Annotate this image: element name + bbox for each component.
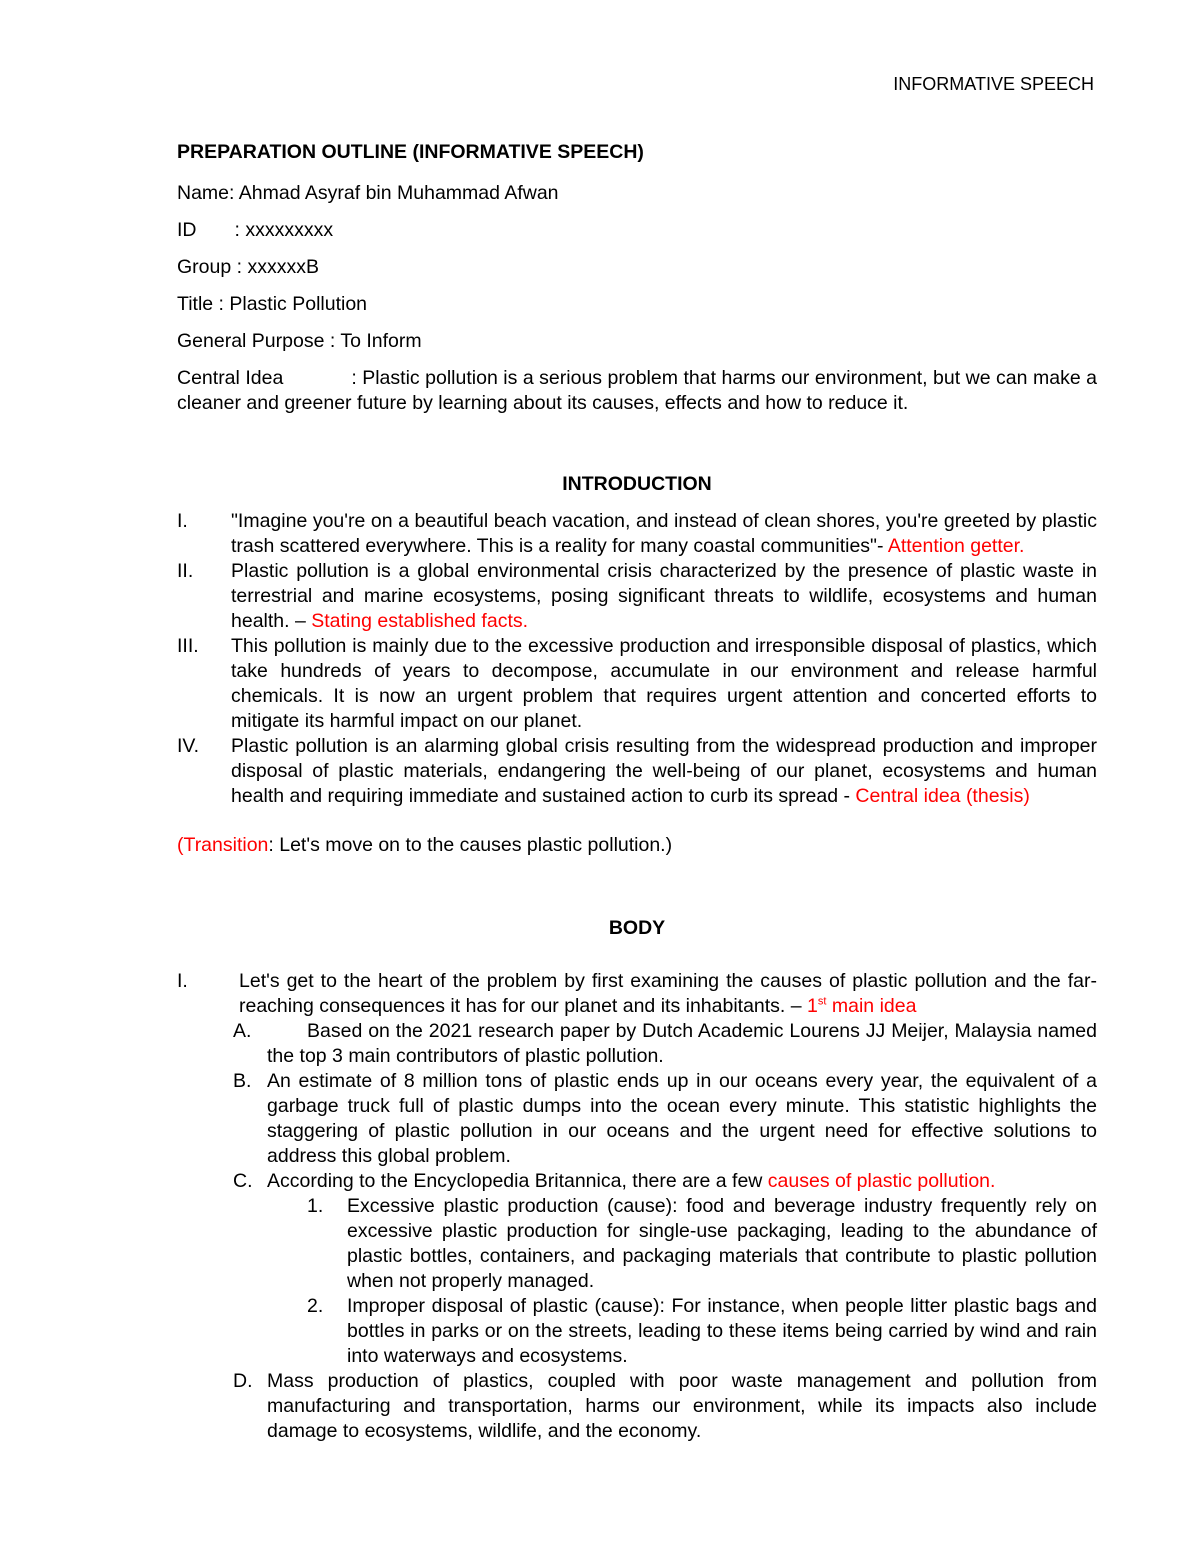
subpoint-marker: C.	[233, 1170, 253, 1192]
intro-item-marker: III.	[177, 635, 199, 657]
subpoint-marker: D.	[233, 1370, 253, 1392]
intro-item	[177, 634, 1097, 734]
subpoint-d	[233, 1369, 1097, 1444]
id-value: : xxxxxxxxx	[234, 219, 334, 241]
id-label: ID	[177, 219, 197, 241]
numbered-item-marker: 2.	[307, 1295, 324, 1317]
group-field: Group : xxxxxxB	[177, 256, 319, 278]
intro-item-text: Plastic pollution is an alarming global crisis resulting from the widespread production and improper disposal of plastic materials, endangering the well-being of our planet, ecosystems and human health and requiring immediate and sustained action to curb its spread -	[231, 735, 1097, 807]
subpoint-note: causes of plastic pollution.	[767, 1170, 996, 1192]
body-main-point	[177, 969, 1097, 1444]
intro-item	[177, 734, 1097, 809]
body-main-text: Let's get to the heart of the problem by first examining the causes of plastic pollution and the far-reaching consequences it has for our planet and its inhabitants. –	[239, 970, 1097, 1017]
body-main-note-number: 1	[807, 995, 818, 1017]
numbered-item-1	[307, 1194, 1097, 1294]
running-header: INFORMATIVE SPEECH	[893, 74, 1094, 94]
body-subpoints	[233, 1019, 1097, 1444]
intro-item-marker: IV.	[177, 735, 200, 757]
introduction-list	[177, 509, 1097, 809]
intro-item-marker: II.	[177, 560, 194, 582]
transition-text: : Let's move on to the causes plastic pollution.)	[268, 834, 673, 856]
intro-item-text: Plastic pollution is a global environmental crisis characterized by the presence of plastic waste in terrestrial and marine ecosystems, posing significant threats to wildlife, ecosystems and human health. –	[231, 560, 1097, 632]
central-idea-field	[177, 366, 1097, 416]
subpoint-a	[233, 1019, 1097, 1069]
document-content	[177, 140, 1097, 1444]
id-field	[177, 218, 1097, 243]
subpoint-text: Based on the 2021 research paper by Dutch Academic Lourens JJ Meijer, Malaysia named the top 3 main contributors of plastic pollution.	[267, 1020, 1097, 1067]
transition-line	[177, 833, 1097, 858]
speech-title-field: Title : Plastic Pollution	[177, 293, 368, 315]
body-main-note	[807, 995, 916, 1017]
body-main-note-suffix: st	[817, 995, 827, 1008]
intro-item	[177, 509, 1097, 559]
numbered-item-marker: 1.	[307, 1195, 324, 1217]
central-idea-label: Central Idea	[177, 367, 284, 389]
transition-label: Transition	[183, 834, 269, 856]
subpoint-b	[233, 1069, 1097, 1169]
numbered-item-text: Improper disposal of plastic (cause): For instance, when people litter plastic bags and bottles in parks or on the streets, leading to these items being carried by wind and rain into waterways and ecosystems.	[347, 1295, 1097, 1367]
subpoint-text: Mass production of plastics, coupled with poor waste management and pollution from manufacturing and transportation, harms our environment, while its impacts also include damage to ecosystems, wildlife, and the economy.	[267, 1370, 1097, 1442]
body-main-note-label: main idea	[826, 995, 917, 1017]
subpoint-marker: A.	[233, 1020, 252, 1042]
transition-open-paren: (	[177, 834, 184, 856]
intro-item-text: "Imagine you're on a beautiful beach vacation, and instead of clean shores, you're greeted by plastic trash scattered everywhere. This is a reality for many coastal communities"-	[231, 510, 1097, 557]
intro-item-note: Central idea (thesis)	[855, 785, 1030, 807]
numbered-item-2	[307, 1294, 1097, 1369]
central-idea-text: : Plastic pollution is a serious problem that harms our environment, but we can make a cleaner and greener future by learning about its causes, effects and how to reduce it.	[177, 367, 1098, 414]
body-heading: BODY	[608, 917, 666, 939]
intro-item-note: Stating established facts.	[311, 610, 529, 632]
subpoint-text: An estimate of 8 million tons of plastic ends up in our oceans every year, the equivalent of a garbage truck full of plastic dumps into the ocean every minute. This statistic highlights the staggering of plastic pollution in our oceans and the urgent need for effective solutions to address this global problem.	[267, 1070, 1097, 1167]
name-field: Name: Ahmad Asyraf bin Muhammad Afwan	[177, 182, 559, 204]
intro-item-note: Attention getter.	[887, 535, 1025, 557]
numbered-item-text: Excessive plastic production (cause): food and beverage industry frequently rely on excessive plastic production for single-use packaging, leading to the abundance of plastic bottles, containers, and packaging materials that contribute to plastic pollution when not properly managed.	[347, 1195, 1097, 1292]
intro-item-marker: I.	[177, 510, 188, 532]
body-main-marker: I.	[177, 970, 188, 992]
subpoint-text: According to the Encyclopedia Britannica, there are a few	[267, 1170, 763, 1192]
intro-item	[177, 559, 1097, 634]
subpoint-marker: B.	[233, 1070, 252, 1092]
general-purpose-field: General Purpose : To Inform	[177, 330, 422, 352]
document-title: PREPARATION OUTLINE (INFORMATIVE SPEECH)	[177, 141, 644, 163]
intro-item-text: This pollution is mainly due to the excessive production and irresponsible disposal of plastics, which take hundreds of years to decompose, accumulate in our environment and release harmful chemicals. It is now an urgent problem that requires urgent attention and concerted efforts to mitigate its harmful impact on our planet.	[231, 635, 1097, 732]
introduction-heading: INTRODUCTION	[562, 473, 712, 495]
subpoint-c	[233, 1169, 1097, 1194]
